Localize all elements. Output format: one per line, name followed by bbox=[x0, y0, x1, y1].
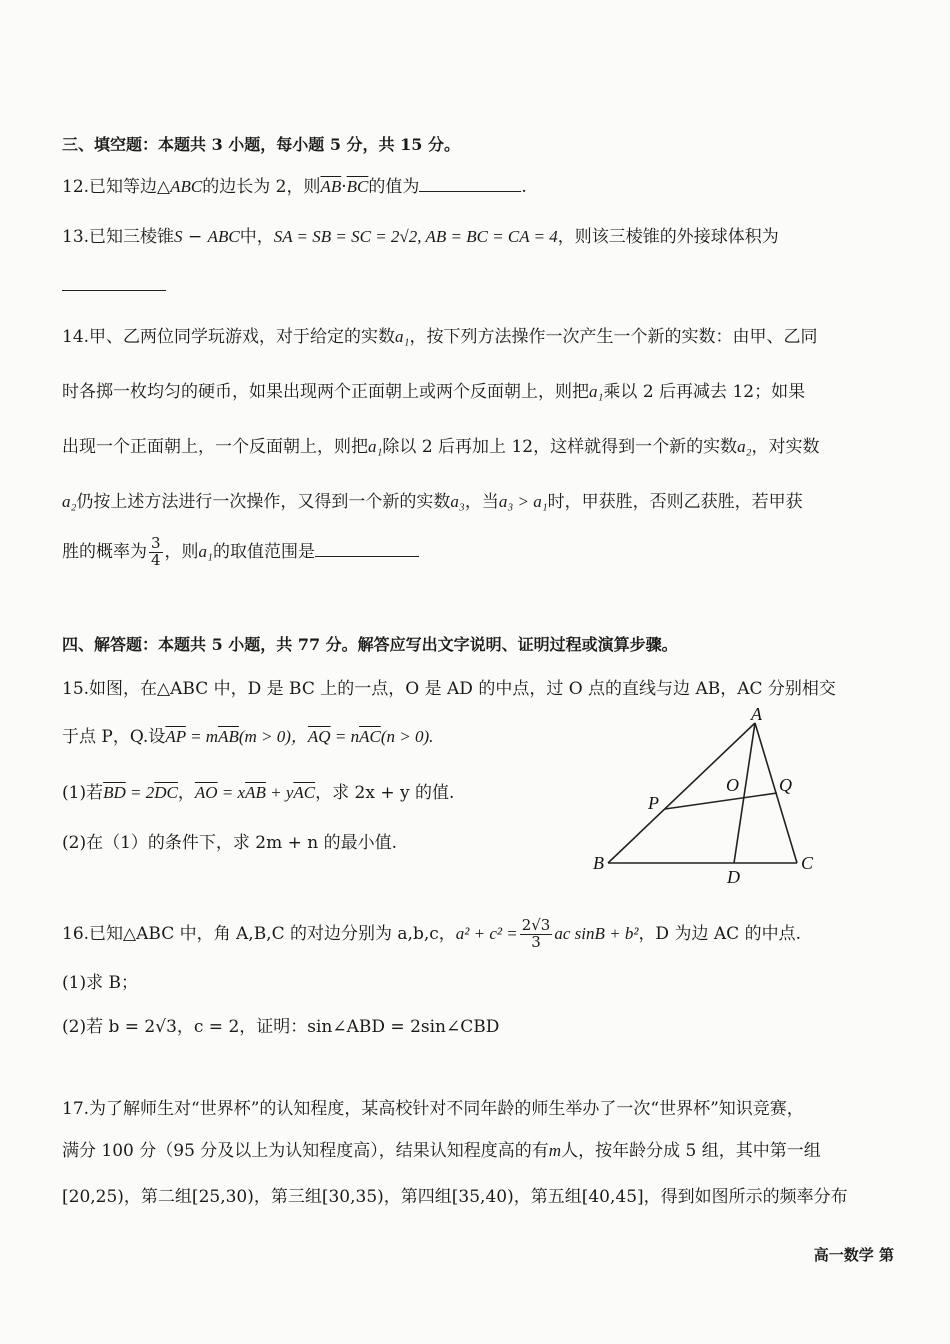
q15-vector-aq: $\overline{AQ}$ bbox=[307, 727, 331, 746]
q16-part-1: (1)求 B； bbox=[62, 973, 138, 993]
q14-text: 除以 2 后再加上 12，这样就得到一个新的实数 bbox=[382, 437, 738, 457]
q15-text: (m > 0)， bbox=[238, 727, 308, 746]
q16-text: 16.已知△ABC 中，角 A,B,C 的对边分别为 a,b,c， bbox=[62, 923, 456, 944]
q15-vector-ab: $\overline{AB}$ bbox=[218, 727, 239, 746]
q12-vector-bc: $\overline{BC}$ bbox=[346, 177, 369, 196]
q15-vector-dc: $\overline{DC}$ bbox=[154, 783, 178, 802]
q15-text: = n bbox=[330, 727, 360, 746]
q13-text-2: 中， bbox=[239, 227, 274, 247]
line-pq bbox=[665, 793, 777, 809]
q12-vector-ab: $\overline{AB}$ bbox=[320, 177, 342, 196]
q15-text: = 2 bbox=[125, 783, 155, 802]
q13-text-3: ，则该三棱锥的外接球体积为 bbox=[557, 227, 779, 247]
q14-text: 出现一个正面朝上，一个反面朝上，则把 bbox=[62, 437, 368, 457]
q15-vector-ac: $\overline{AC}$ bbox=[293, 783, 316, 802]
q14-line-5 bbox=[62, 536, 419, 569]
q15-text: ， bbox=[177, 783, 195, 803]
label-d: D bbox=[727, 867, 740, 887]
q17-line-1: 17.为了解师生对“世界杯”的认知程度，某高校针对不同年龄的师生举办了一次“世界杯”知识竞赛， bbox=[62, 1099, 804, 1119]
q12-text-1: 12.已知等边△ bbox=[62, 177, 171, 197]
label-p: P bbox=[648, 793, 659, 813]
q17-text: 满分 100 分（95 分及以上为认知程度高），结果认知程度高的有 bbox=[62, 1141, 549, 1161]
q14-comparison: a₃ > a₁ bbox=[498, 492, 548, 511]
fraction-denominator: 3 bbox=[531, 932, 541, 951]
q12-text-3: 的值为 bbox=[368, 177, 420, 197]
label-q: Q bbox=[779, 775, 792, 795]
fraction-numerator: 2√3 bbox=[521, 916, 551, 934]
q13-text-1: 13.已知三棱锥 bbox=[62, 227, 175, 247]
q14-text: 乘以 2 后再减去 12；如果 bbox=[603, 382, 806, 402]
q13-condition: SA = SB = SC = 2√2, AB = BC = CA = 4 bbox=[273, 227, 558, 246]
page-footer: 高一数学 第 bbox=[813, 1246, 894, 1264]
q16-part-2: (2)若 b = 2√3，c = 2，证明：sin∠ABD = 2sin∠CBD bbox=[62, 1017, 500, 1037]
q14-text: 时，甲获胜，否则乙获胜，若甲获 bbox=[547, 492, 803, 512]
q13-answer-line bbox=[62, 276, 166, 296]
q15-line-1: 15.如图，在△ABC 中，D 是 BC 上的一点，O 是 AD 的中点，过 O 点的直线与边 AB，AC 分别相交 bbox=[62, 679, 836, 699]
q14-a1: a₁ bbox=[395, 327, 410, 346]
q15-vector-ac: $\overline{AC}$ bbox=[359, 727, 381, 746]
question-13 bbox=[62, 222, 779, 247]
q14-probability-fraction bbox=[149, 536, 163, 569]
q15-vector-bd: $\overline{BD}$ bbox=[103, 783, 126, 802]
q15-text: = m bbox=[185, 727, 219, 746]
q14-answer-blank bbox=[315, 542, 419, 557]
q14-a2: a₂ bbox=[62, 492, 77, 511]
q14-line-2 bbox=[62, 377, 805, 402]
q12-text-2: 的边长为 2，则 bbox=[202, 177, 321, 197]
fraction-numerator: 3 bbox=[151, 534, 161, 552]
q16-equation-right: ac sinB + b² bbox=[554, 923, 639, 943]
q14-text: ，对实数 bbox=[751, 437, 820, 457]
q12-triangle: ABC bbox=[170, 177, 203, 196]
q16-text: ，D 为边 AC 的中点. bbox=[638, 923, 801, 944]
q14-text: ，则 bbox=[164, 541, 199, 562]
q14-text: 的取值范围是 bbox=[212, 541, 315, 562]
q12-end: . bbox=[521, 177, 527, 197]
q15-vector-ab: $\overline{AB}$ bbox=[245, 783, 266, 802]
q14-a1: a₁ bbox=[198, 541, 213, 561]
q13-answer-blank bbox=[62, 276, 166, 291]
q14-a1: a₁ bbox=[589, 382, 604, 401]
q13-base: ABC bbox=[207, 227, 240, 246]
label-o: O bbox=[726, 775, 739, 795]
q16-equation-left: a² + c² = bbox=[455, 923, 518, 943]
q13-vertex-s: S bbox=[174, 227, 183, 246]
q15-line-2 bbox=[62, 722, 433, 747]
q15-text: 于点 P，Q.设 bbox=[62, 727, 166, 747]
q14-text: 仍按上述方法进行一次操作，又得到一个新的实数 bbox=[76, 492, 451, 512]
q16-fraction bbox=[520, 918, 553, 951]
q14-text: 时各掷一枚均匀的硬币，如果出现两个正面朝上或两个反面朝上，则把 bbox=[62, 382, 589, 402]
q17-text: 人，按年龄分成 5 组，其中第一组 bbox=[561, 1141, 821, 1161]
q14-text: 胜的概率为 bbox=[62, 541, 147, 562]
section-3-heading: 三、填空题：本题共 3 小题，每小题 5 分，共 15 分。 bbox=[62, 135, 460, 154]
q15-part-1 bbox=[62, 778, 454, 803]
q15-text: + y bbox=[265, 783, 294, 802]
q15-text: ，求 2x + y 的值. bbox=[315, 783, 455, 803]
q15-text: = x bbox=[217, 783, 246, 802]
q14-a3: a₃ bbox=[450, 492, 465, 511]
q14-line-1 bbox=[62, 322, 817, 347]
q16-line-1 bbox=[62, 918, 801, 951]
label-c: C bbox=[801, 853, 814, 873]
triangle-figure bbox=[585, 705, 825, 890]
q14-a2: a₂ bbox=[737, 437, 752, 456]
q17-line-2 bbox=[62, 1136, 821, 1161]
q14-text: 14.甲、乙两位同学玩游戏，对于给定的实数 bbox=[62, 327, 396, 347]
q13-dash: − bbox=[182, 227, 208, 247]
section-4-heading: 四、解答题：本题共 5 小题，共 77 分。解答应写出文字说明、证明过程或演算步骤。 bbox=[62, 635, 678, 654]
label-b: B bbox=[593, 853, 604, 873]
q14-text: ，按下列方法操作一次产生一个新的实数：由甲、乙同 bbox=[409, 327, 818, 347]
q17-line-3: [20,25)，第二组[25,30)，第三组[30,35)，第四组[35,40)，第五组[40,45]，得到如图所示的频率分布 bbox=[62, 1187, 848, 1207]
fraction-denominator: 4 bbox=[151, 550, 161, 569]
label-a: A bbox=[751, 705, 762, 724]
q15-text: (n > 0). bbox=[380, 727, 434, 746]
q14-line-4 bbox=[62, 487, 803, 512]
q15-part-2: (2)在（1）的条件下，求 2m + n 的最小值. bbox=[62, 833, 398, 853]
question-12 bbox=[62, 172, 527, 197]
q12-dot: · bbox=[341, 177, 347, 197]
q12-answer-blank bbox=[419, 177, 521, 192]
q17-variable-m: m bbox=[548, 1141, 562, 1160]
q14-line-3 bbox=[62, 432, 820, 457]
q14-a1: a₁ bbox=[368, 437, 383, 456]
q15-vector-ap: $\overline{AP}$ bbox=[165, 727, 186, 746]
q15-vector-ao: $\overline{AO}$ bbox=[194, 783, 218, 802]
q14-text: ，当 bbox=[464, 492, 499, 512]
q15-text: (1)若 bbox=[62, 783, 104, 803]
